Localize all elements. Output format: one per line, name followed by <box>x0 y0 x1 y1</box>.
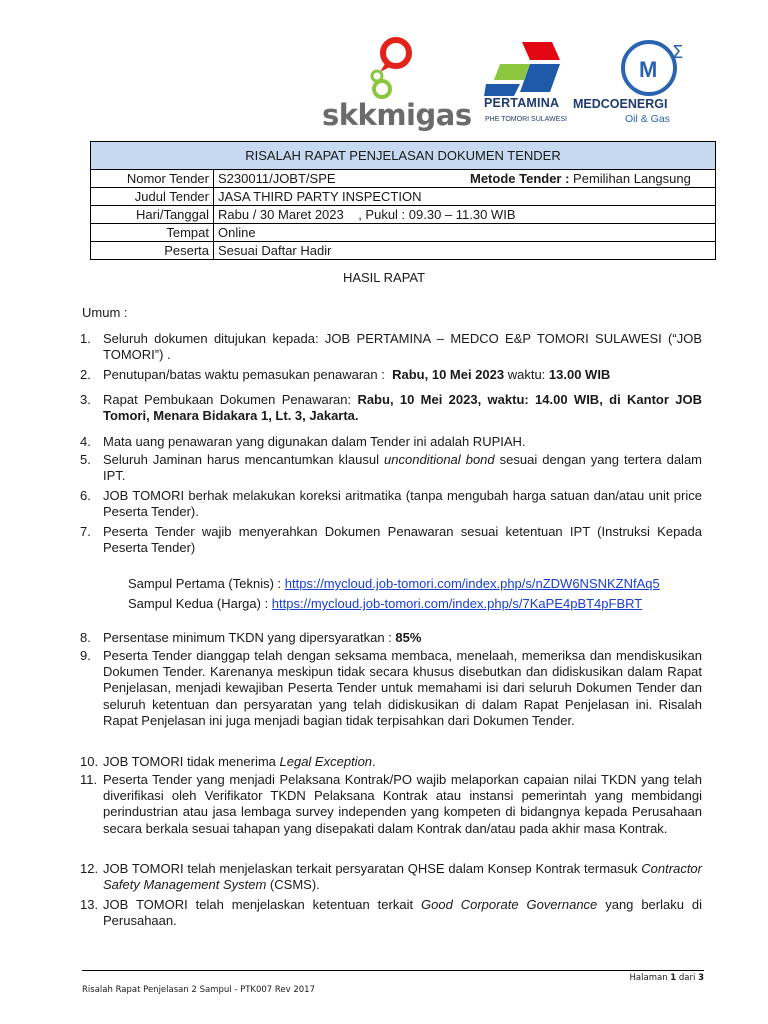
table-title: RISALAH RAPAT PENJELASAN DOKUMEN TENDER <box>91 142 716 170</box>
medcoenergi-subtitle: Oil & Gas <box>625 113 670 125</box>
table-row <box>91 188 716 206</box>
item-number: 2. <box>80 367 91 382</box>
sampul-kedua: Sampul Kedua (Harga) : https://mycloud.job-tomori.com/index.php/s/7KaPE4pBT4pFBRT <box>128 596 643 611</box>
table-row <box>91 224 716 242</box>
value-tempat: Online <box>214 224 716 242</box>
pertamina-wordmark: PERTAMINA <box>484 96 560 110</box>
label-tempat: Tempat <box>91 224 214 242</box>
medcoenergi-logo <box>614 36 694 98</box>
list-item: Peserta Tender yang menjadi Pelaksana Kontrak/PO wajib melaporkan capaian nilai TKDN yang telah diverifikasi oleh Verifikator TKDN Pelaksana Kontrak atau instansi pemerintah yang membidangi perindustrian atau jasa lembaga survey independen yang kompeten di bidangnya kepada Perusahaan secara berkala sesuai tahapan yang disepakati dalam Kontrak dan/atau pada akhir masa Kontrak. <box>103 772 702 836</box>
list-item: Seluruh dokumen ditujukan kepada: JOB PERTAMINA – MEDCO E&P TOMORI SULAWESI (“JOB TOMORI”) . <box>103 331 702 363</box>
sampul-kedua-link[interactable]: https://mycloud.job-tomori.com/index.php/s/7KaPE4pBT4pFBRT <box>271 596 643 611</box>
deadline-time: 13.00 WIB <box>548 367 611 382</box>
svg-text:Σ: Σ <box>672 42 684 63</box>
metode-tender-label: Metode Tender : <box>470 171 570 186</box>
deadline-date: Rabu, 10 Mei 2023 <box>392 367 505 382</box>
item-number: 10. <box>80 754 99 769</box>
list-item: Peserta Tender wajib menyerahkan Dokumen Penawaran sesuai ketentuan IPT (Instruksi Kepada Peserta Tender) <box>103 524 702 556</box>
list-item: Seluruh Jaminan harus mencantumkan klausul unconditional bond sesuai dengan yang tertera dalam IPT. <box>103 452 703 484</box>
item-number: 12. <box>80 861 99 876</box>
page-number: Halaman 1 dari 3 <box>629 973 704 983</box>
pertamina-subtitle: PHE TOMORI SULAWESI <box>485 116 567 123</box>
item-number: 5. <box>80 452 91 467</box>
list-item: Persentase minimum TKDN yang dipersyaratkan : 85% <box>103 630 422 645</box>
item-number: 7. <box>80 524 91 539</box>
item-number: 3. <box>80 392 91 407</box>
list-item: Penutupan/batas waktu pemasukan penawaran : Rabu, 10 Mei 2023 waktu: 13.00 WIB <box>103 367 611 382</box>
sampul-pertama-link[interactable]: https://mycloud.job-tomori.com/index.php/s/nZDW6NSNKZNfAq5 <box>284 576 660 591</box>
label-nomor-tender: Nomor Tender <box>91 170 214 188</box>
table-row <box>91 206 716 224</box>
label-peserta: Peserta <box>91 242 214 260</box>
skkmigas-wordmark: skkmigas <box>322 98 472 132</box>
footer-document-id: Risalah Rapat Penjelasan 2 Sampul - PTK007 Rev 2017 <box>82 985 316 995</box>
footer-divider <box>82 970 704 971</box>
item-number: 11. <box>80 772 98 787</box>
label-judul-tender: Judul Tender <box>91 188 214 206</box>
item-number: 8. <box>80 630 91 645</box>
item-number: 4. <box>80 434 91 449</box>
opening-schedule: Rabu, 10 Mei 2023, waktu: 14.00 WIB, di Kantor JOB Tomori, Menara Bidakara 1, Lt. 3, Jakarta. <box>103 392 702 424</box>
list-item: JOB TOMORI telah menjelaskan ketentuan terkait Good Corporate Governance yang berlaku di Perusahaan. <box>103 897 703 929</box>
list-item: JOB TOMORI tidak menerima Legal Exception. <box>103 754 376 769</box>
section-heading-umum: Umum : <box>82 305 128 320</box>
table-row <box>91 242 716 260</box>
list-item: Peserta Tender dianggap telah dengan seksama membaca, menelaah, memeriksa dan mendiskusikan Dokumen Tender. Karenanya meskipun tidak secara khusus disebutkan dan didiskusikan dalam Rapat Penjelasan, menjadi kewajiban Peserta Tender untuk memahami isi dari seluruh Dokumen Tender dan seluruh ketentuan dan persyaratan yang telah didiskusikan di dalam Rapat Penjelasan ini. Risalah Rapat Penjelasan ini juga menjadi bagian tidak terpisahkan dari Dokumen Tender. <box>103 648 702 728</box>
label-hari-tanggal: Hari/Tanggal <box>91 206 214 224</box>
value-nomor-tender: S230011/JOBT/SPE <box>218 171 336 186</box>
value-hari-tanggal: Rabu / 30 Maret 2023 , Pukul : 09.30 – 11.30 WIB <box>214 206 716 224</box>
metode-tender-value: Pemilihan Langsung <box>569 171 691 186</box>
item-number: 6. <box>80 488 91 503</box>
item-number: 13. <box>80 897 99 912</box>
tkdn-value: 85% <box>395 630 422 645</box>
list-item: JOB TOMORI berhak melakukan koreksi aritmatika (tanpa mengubah harga satuan dan/atau unit price Peserta Tender). <box>103 488 702 520</box>
value-judul-tender: JASA THIRD PARTY INSPECTION <box>214 188 716 206</box>
section-heading-hasil-rapat: HASIL RAPAT <box>342 270 426 285</box>
medcoenergi-wordmark: MEDCOENERGI <box>573 97 668 111</box>
metode-tender <box>470 170 691 187</box>
svg-text:M: M <box>639 57 658 82</box>
list-item: Mata uang penawaran yang digunakan dalam Tender ini adalah RUPIAH. <box>103 434 526 449</box>
value-peserta: Sesuai Daftar Hadir <box>214 242 716 260</box>
tender-info-table <box>90 141 716 260</box>
sampul-pertama: Sampul Pertama (Teknis) : https://mycloud.job-tomori.com/index.php/s/nZDW6NSNKZNfAq5 <box>128 576 660 591</box>
list-item: Rapat Pembukaan Dokumen Penawaran: Rabu, 10 Mei 2023, waktu: 14.00 WIB, di Kantor JOB Tomori, Menara Bidakara 1, Lt. 3, Jakarta. <box>103 392 702 424</box>
item-number: 9. <box>80 648 91 663</box>
item-number: 1. <box>80 331 91 346</box>
pertamina-logo <box>484 40 564 100</box>
list-item: JOB TOMORI telah menjelaskan terkait persyaratan QHSE dalam Konsep Kontrak termasuk Contractor Safety Management System (CSMS). <box>103 861 702 893</box>
table-row <box>91 170 716 188</box>
